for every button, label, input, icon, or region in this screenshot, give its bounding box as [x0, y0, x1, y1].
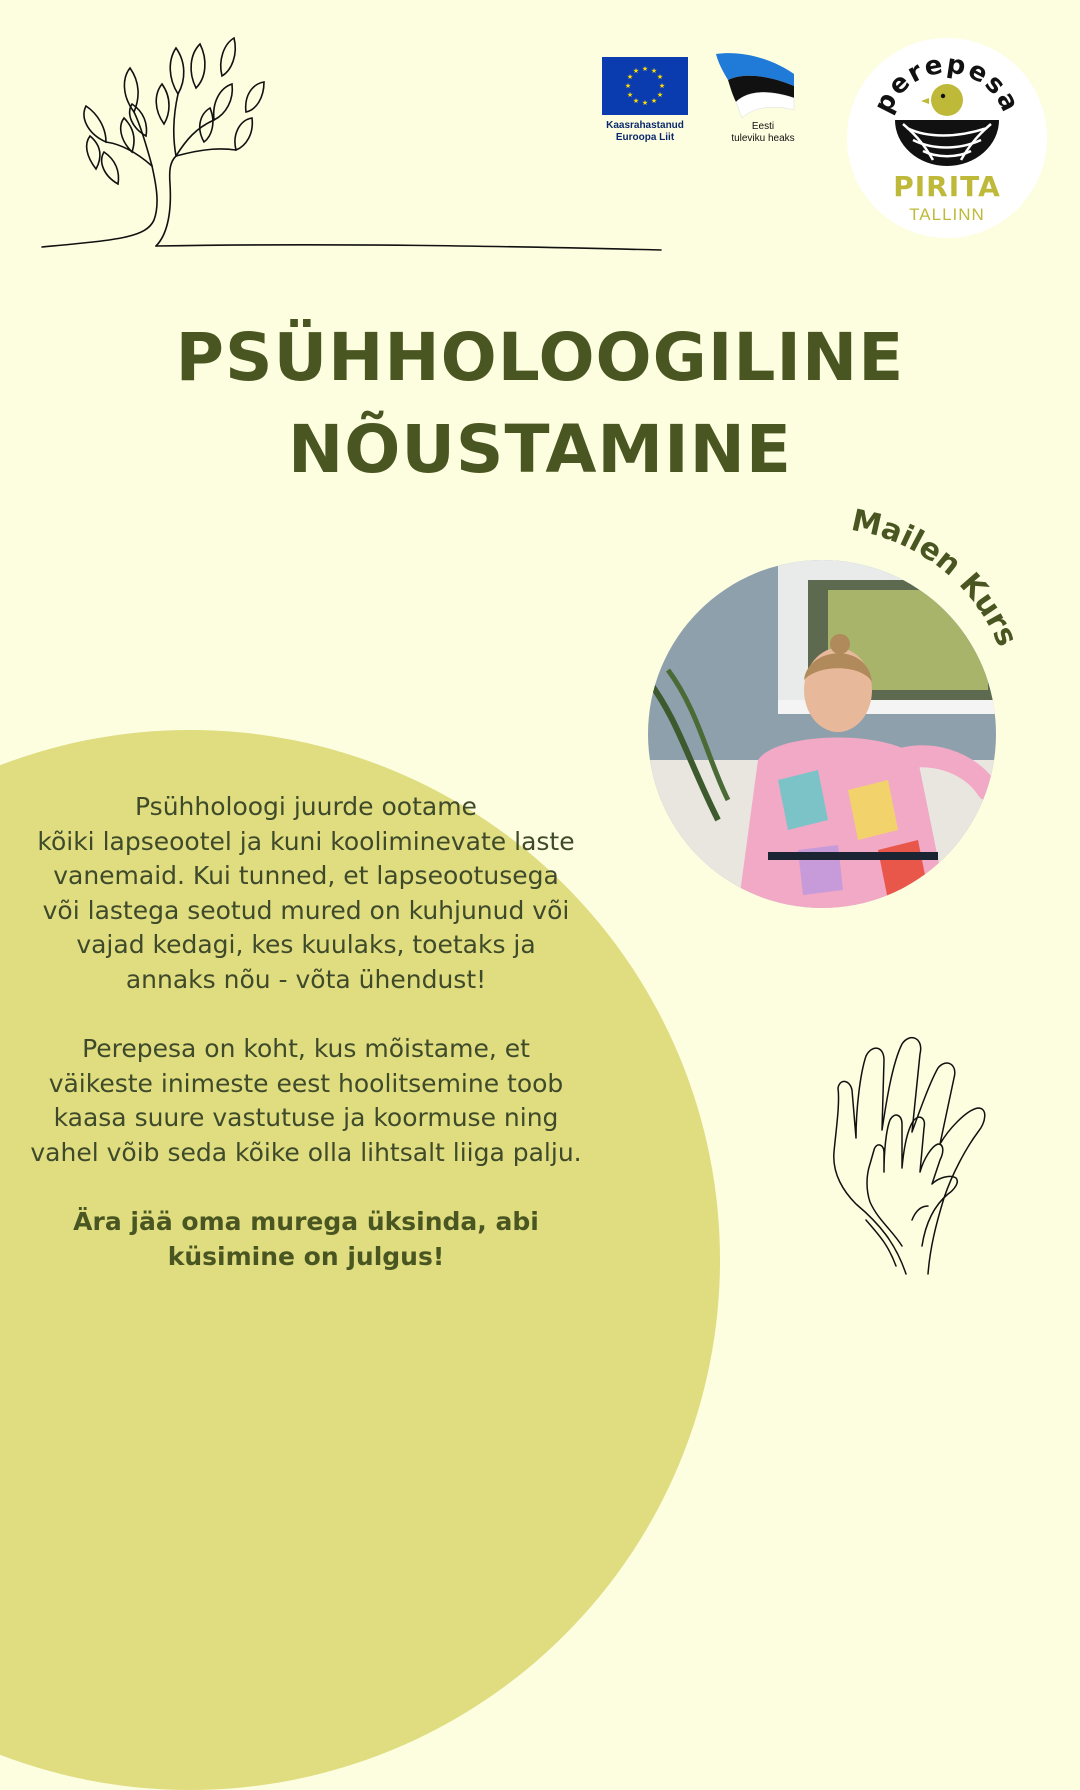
text-line: küsimine on julgus! [167, 1241, 445, 1271]
psychologist-photo [648, 560, 996, 908]
estonia-caption-line1: Eesti [751, 121, 775, 132]
svg-text:★: ★ [641, 99, 649, 107]
text-line: väikeste inimeste eest hoolitsemine toob [48, 1068, 564, 1098]
svg-text:★: ★ [650, 67, 658, 75]
svg-text:★: ★ [650, 97, 658, 105]
text-line: vanemaid. Kui tunned, et lapseootusega [53, 861, 559, 890]
perepesa-wordmark: perepesa [868, 49, 1026, 119]
psychologist-name-text: Mailen Kurs [848, 503, 1025, 652]
svg-text:★: ★ [632, 67, 640, 75]
svg-text:★: ★ [624, 82, 632, 90]
paragraph-about [0, 1032, 612, 1170]
svg-text:★: ★ [656, 73, 664, 81]
call-to-action [0, 1205, 612, 1274]
eu-flag-icon [602, 57, 688, 115]
svg-text:★: ★ [632, 97, 640, 105]
hands-illustration [826, 1034, 990, 1280]
text-line: kõiki lapseootel ja kuni kooliminevate laste [37, 826, 575, 856]
text-line: Psühholoogi juurde ootame [135, 792, 477, 821]
title-line2: NÕUSTAMINE [287, 411, 792, 488]
text-line: Ära jää oma murega üksinda, abi [73, 1207, 539, 1236]
eu-caption-line2: Euroopa Liit [615, 132, 675, 143]
svg-text:★: ★ [656, 91, 664, 99]
body-text [0, 790, 612, 1309]
tree-illustration [36, 24, 666, 259]
eu-caption-line1: Kaasrahastanud [606, 120, 684, 131]
svg-text:★: ★ [626, 73, 634, 81]
title-line1: PSÜHHOLOOGILINE [175, 319, 905, 396]
text-line: vajad kedagi, kes kuulaks, toetaks ja [76, 930, 536, 959]
svg-text:★: ★ [626, 91, 634, 99]
text-line: vahel võib seda kõike olla lihtsalt liiga palju. [30, 1137, 582, 1167]
estonia-caption-line2: tuleviku heaks [731, 133, 795, 144]
text-line: Perepesa on koht, kus mõistame, et [82, 1034, 530, 1063]
text-line: kaasa suure vastutuse ja koormuse ning [53, 1103, 559, 1132]
estonia-caption [713, 121, 813, 145]
badge-location: PIRITA [893, 170, 1001, 203]
svg-text:★: ★ [641, 65, 649, 73]
perepesa-logo [847, 38, 1047, 238]
eu-caption [585, 120, 705, 144]
text-line: või lastega seotud mured on kuhjunud või [42, 895, 570, 925]
estonia-flag-icon [714, 52, 796, 120]
text-line: annaks nõu - võta ühendust! [125, 964, 487, 994]
badge-city: TALLINN [909, 205, 985, 224]
svg-text:★: ★ [658, 82, 666, 90]
paragraph-invitation [0, 790, 612, 997]
page-title [0, 312, 1080, 496]
